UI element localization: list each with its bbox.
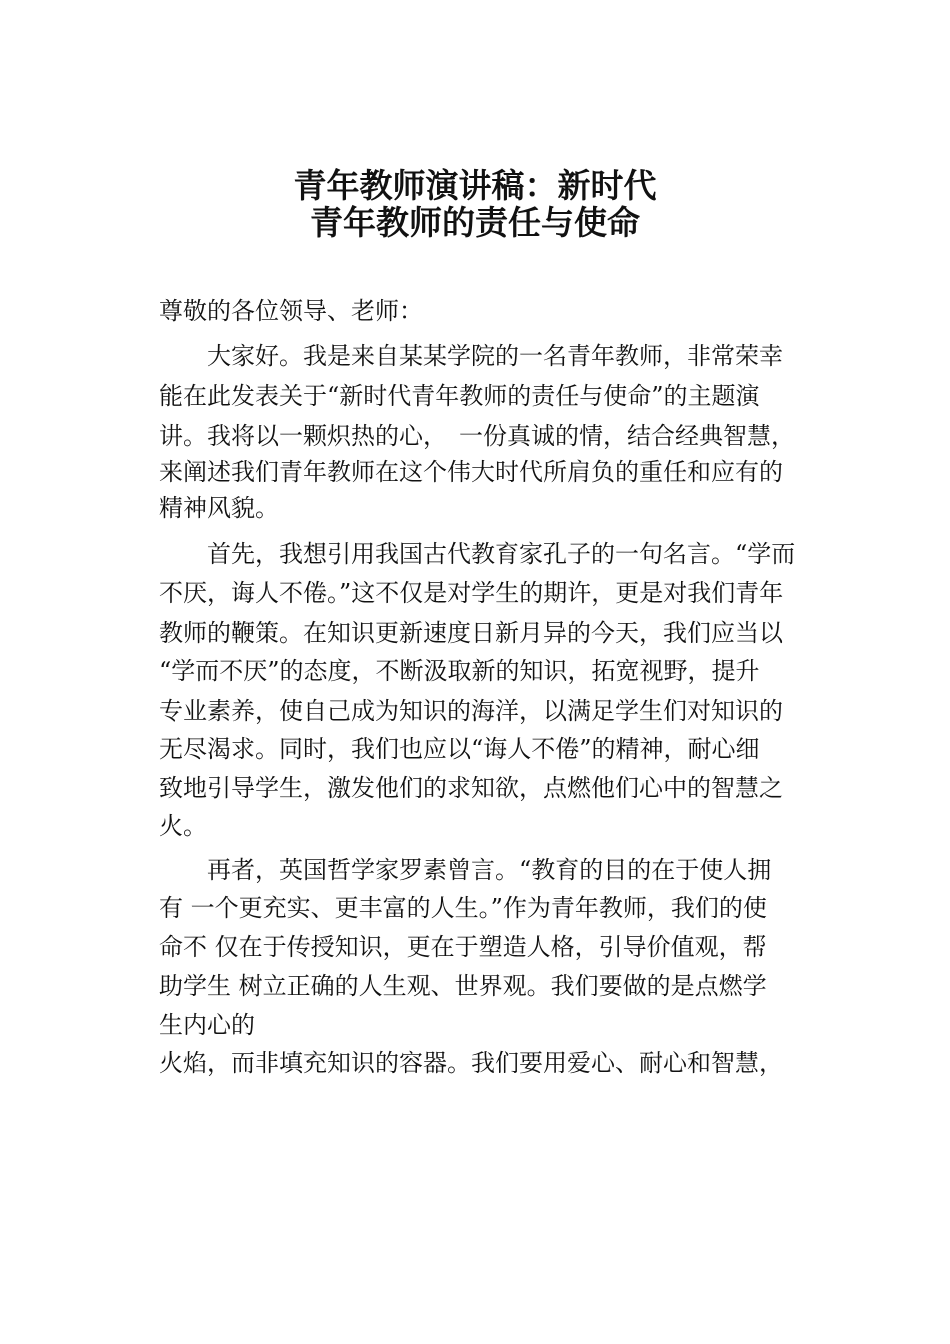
para1-line: 大家好。我是来自某某学院的一名青年教师，非常荣幸: [159, 342, 783, 370]
para3-line: 火焰，而非填充知识的容器。我们要用爱心、耐心和智慧，: [159, 1049, 783, 1077]
para1-line: 讲。我将以一颗炽热的心， 一份真诚的情，结合经典智慧，: [159, 422, 795, 450]
para3-line: 生内心的: [159, 1011, 255, 1039]
para3-line: 命不 仅在于传授知识，更在于塑造人格，引导价值观，帮: [159, 933, 767, 961]
para1-line: 来阐述我们青年教师在这个伟大时代所肩负的重任和应有的: [159, 458, 783, 486]
para2-line: 专业素养，使自己成为知识的海洋，以满足学生们对知识的: [159, 697, 783, 725]
para2-line: “学而不厌”的态度，不断汲取新的知识，拓宽视野，提升: [159, 657, 760, 685]
para2-line: 无尽渴求。同时，我们也应以“诲人不倦”的精神，耐心细: [159, 735, 760, 763]
para1-line: 能在此发表关于“新时代青年教师的责任与使命”的主题演: [159, 382, 760, 410]
document-title-line-1: 青年教师演讲稿：新时代: [293, 166, 657, 205]
greeting: 尊敬的各位领导、老师：: [159, 297, 423, 325]
para1-line: 精神风貌。: [159, 494, 279, 522]
para3-line: 再者，英国哲学家罗素曾言。“教育的目的在于使人拥: [159, 856, 772, 884]
para2-line: 火。: [159, 812, 207, 840]
para3-line: 有 一个更充实、更丰富的人生。”作为青年教师，我们的使: [159, 894, 767, 922]
para2-line: 教师的鞭策。在知识更新速度日新月异的今天，我们应当以: [159, 619, 783, 647]
para2-line: 致地引导学生，激发他们的求知欲，点燃他们心中的智慧之: [159, 774, 783, 802]
para2-line: 首先，我想引用我国古代教育家孔子的一句名言。“学而: [159, 540, 796, 568]
para3-line: 助学生 树立正确的人生观、世界观。我们要做的是点燃学: [159, 972, 767, 1000]
document-title-line-2: 青年教师的责任与使命: [310, 203, 640, 242]
para2-line: 不厌，诲人不倦。”这不仅是对学生的期许，更是对我们青年: [159, 579, 784, 607]
